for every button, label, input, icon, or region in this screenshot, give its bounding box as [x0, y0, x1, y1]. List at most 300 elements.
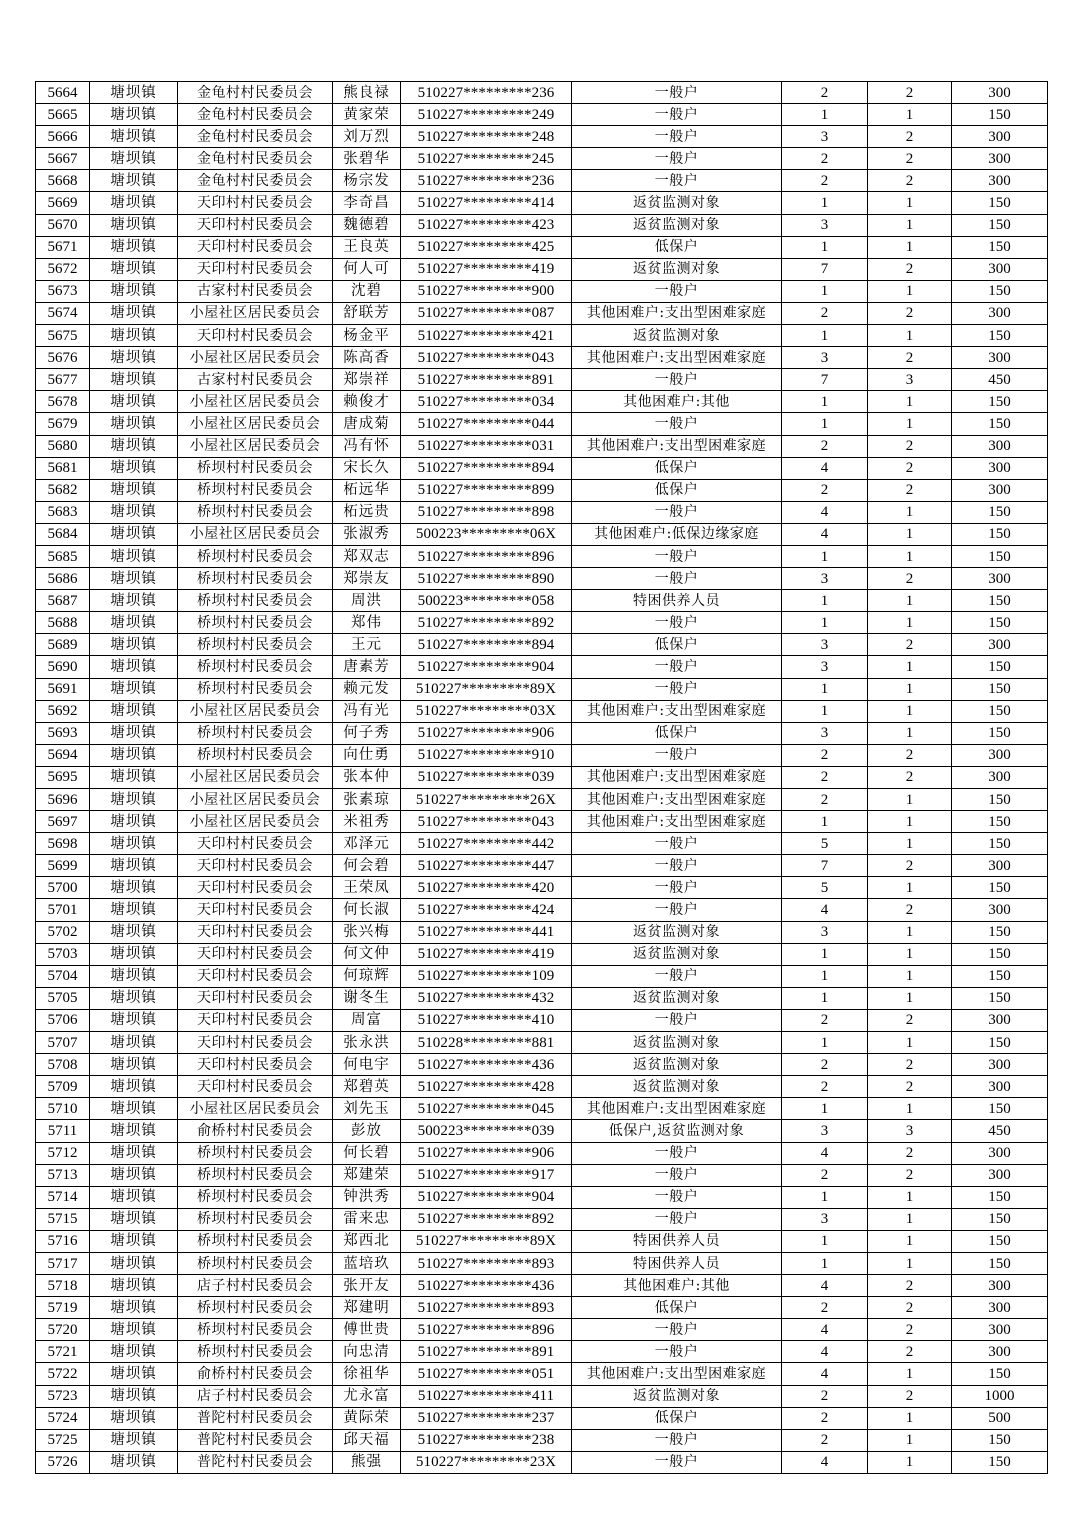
name-cell: 冯有怀: [333, 435, 401, 457]
amount-cell: 300: [952, 302, 1048, 324]
amount-cell: 300: [952, 1341, 1048, 1363]
town-cell: 塘坝镇: [90, 1076, 178, 1098]
row-number-cell: 5714: [36, 1186, 90, 1208]
id-card-cell: 510227*********236: [401, 170, 572, 192]
recipient-count-cell: 2: [868, 1275, 952, 1297]
town-cell: 塘坝镇: [90, 545, 178, 567]
table-row: [36, 1208, 1048, 1230]
amount-cell: 150: [952, 413, 1048, 435]
household-type-cell: 一般户: [572, 413, 782, 435]
id-card-cell: 510227*********904: [401, 656, 572, 678]
recipient-count-cell: 1: [868, 678, 952, 700]
family-size-cell: 2: [782, 744, 868, 766]
household-type-cell: 一般户: [572, 744, 782, 766]
town-cell: 塘坝镇: [90, 369, 178, 391]
recipient-count-cell: 1: [868, 811, 952, 833]
id-card-cell: 510227*********898: [401, 501, 572, 523]
row-number-cell: 5693: [36, 722, 90, 744]
amount-cell: 150: [952, 1186, 1048, 1208]
id-card-cell: 510227*********420: [401, 877, 572, 899]
row-number-cell: 5713: [36, 1164, 90, 1186]
amount-cell: 150: [952, 1208, 1048, 1230]
committee-cell: 桥坝村村民委员会: [178, 744, 333, 766]
recipient-count-cell: 1: [868, 523, 952, 545]
name-cell: 彭放: [333, 1120, 401, 1142]
row-number-cell: 5675: [36, 325, 90, 347]
recipient-count-cell: 1: [868, 1451, 952, 1473]
household-type-cell: 低保户: [572, 236, 782, 258]
family-size-cell: 4: [782, 899, 868, 921]
recipient-count-cell: 1: [868, 722, 952, 744]
table-row: [36, 369, 1048, 391]
family-size-cell: 2: [782, 435, 868, 457]
town-cell: 塘坝镇: [90, 170, 178, 192]
town-cell: 塘坝镇: [90, 302, 178, 324]
committee-cell: 桥坝村村民委员会: [178, 1297, 333, 1319]
recipient-count-cell: 2: [868, 479, 952, 501]
table-row: [36, 1252, 1048, 1274]
committee-cell: 桥坝村村民委员会: [178, 1319, 333, 1341]
name-cell: 舒联芳: [333, 302, 401, 324]
town-cell: 塘坝镇: [90, 877, 178, 899]
row-number-cell: 5709: [36, 1076, 90, 1098]
name-cell: 张开友: [333, 1275, 401, 1297]
household-type-cell: 返贫监测对象: [572, 214, 782, 236]
committee-cell: 小屋社区居民委员会: [178, 413, 333, 435]
amount-cell: 150: [952, 1098, 1048, 1120]
id-card-cell: 510227*********249: [401, 104, 572, 126]
id-card-cell: 510227*********896: [401, 1319, 572, 1341]
household-type-cell: 一般户: [572, 1451, 782, 1473]
row-number-cell: 5696: [36, 789, 90, 811]
table-row: [36, 325, 1048, 347]
table-row: [36, 700, 1048, 722]
amount-cell: 300: [952, 1142, 1048, 1164]
amount-cell: 450: [952, 369, 1048, 391]
committee-cell: 天印村村民委员会: [178, 899, 333, 921]
id-card-cell: 510227*********892: [401, 612, 572, 634]
household-type-cell: 其他困难户:支出型困难家庭: [572, 435, 782, 457]
id-card-cell: 510227*********045: [401, 1098, 572, 1120]
committee-cell: 桥坝村村民委员会: [178, 457, 333, 479]
household-type-cell: 一般户: [572, 170, 782, 192]
recipient-count-cell: 2: [868, 258, 952, 280]
amount-cell: 150: [952, 391, 1048, 413]
row-number-cell: 5679: [36, 413, 90, 435]
family-size-cell: 1: [782, 325, 868, 347]
town-cell: 塘坝镇: [90, 214, 178, 236]
town-cell: 塘坝镇: [90, 921, 178, 943]
recipient-count-cell: 2: [868, 1076, 952, 1098]
name-cell: 周洪: [333, 590, 401, 612]
table-row: [36, 1120, 1048, 1142]
committee-cell: 小屋社区居民委员会: [178, 523, 333, 545]
family-size-cell: 1: [782, 612, 868, 634]
table-row: [36, 1275, 1048, 1297]
row-number-cell: 5724: [36, 1407, 90, 1429]
town-cell: 塘坝镇: [90, 82, 178, 104]
committee-cell: 小屋社区居民委员会: [178, 347, 333, 369]
town-cell: 塘坝镇: [90, 1275, 178, 1297]
household-type-cell: 特困供养人员: [572, 590, 782, 612]
row-number-cell: 5669: [36, 192, 90, 214]
row-number-cell: 5687: [36, 590, 90, 612]
recipient-count-cell: 2: [868, 1009, 952, 1031]
recipient-count-cell: 1: [868, 987, 952, 1009]
amount-cell: 150: [952, 236, 1048, 258]
id-card-cell: 510227*********89X: [401, 1230, 572, 1252]
household-type-cell: 其他困难户:支出型困难家庭: [572, 1098, 782, 1120]
row-number-cell: 5717: [36, 1252, 90, 1274]
id-card-cell: 510227*********03X: [401, 700, 572, 722]
family-size-cell: 1: [782, 700, 868, 722]
table-row: [36, 899, 1048, 921]
id-card-cell: 510227*********894: [401, 634, 572, 656]
id-card-cell: 510227*********890: [401, 568, 572, 590]
row-number-cell: 5726: [36, 1451, 90, 1473]
town-cell: 塘坝镇: [90, 148, 178, 170]
recipient-count-cell: 1: [868, 1407, 952, 1429]
id-card-cell: 510227*********109: [401, 965, 572, 987]
name-cell: 尤永富: [333, 1385, 401, 1407]
row-number-cell: 5677: [36, 369, 90, 391]
row-number-cell: 5695: [36, 766, 90, 788]
table-row: [36, 347, 1048, 369]
town-cell: 塘坝镇: [90, 391, 178, 413]
family-size-cell: 1: [782, 965, 868, 987]
table-row: [36, 104, 1048, 126]
family-size-cell: 3: [782, 656, 868, 678]
committee-cell: 普陀村村民委员会: [178, 1451, 333, 1473]
family-size-cell: 2: [782, 148, 868, 170]
table-row: [36, 722, 1048, 744]
id-card-cell: 510227*********248: [401, 126, 572, 148]
table-row: [36, 1142, 1048, 1164]
family-size-cell: 2: [782, 1054, 868, 1076]
committee-cell: 金龟村村民委员会: [178, 104, 333, 126]
family-size-cell: 1: [782, 192, 868, 214]
town-cell: 塘坝镇: [90, 965, 178, 987]
row-number-cell: 5689: [36, 634, 90, 656]
town-cell: 塘坝镇: [90, 1319, 178, 1341]
recipient-count-cell: 1: [868, 700, 952, 722]
name-cell: 魏德碧: [333, 214, 401, 236]
id-card-cell: 510227*********910: [401, 744, 572, 766]
name-cell: 宋长久: [333, 457, 401, 479]
name-cell: 郑建荣: [333, 1164, 401, 1186]
amount-cell: 1000: [952, 1385, 1048, 1407]
household-type-cell: 低保户: [572, 634, 782, 656]
row-number-cell: 5685: [36, 545, 90, 567]
family-size-cell: 4: [782, 1341, 868, 1363]
name-cell: 邱天福: [333, 1429, 401, 1451]
table-row: [36, 391, 1048, 413]
recipient-count-cell: 1: [868, 1363, 952, 1385]
committee-cell: 桥坝村村民委员会: [178, 656, 333, 678]
table-body: [36, 82, 1048, 1474]
family-size-cell: 4: [782, 1363, 868, 1385]
amount-cell: 150: [952, 921, 1048, 943]
table-row: [36, 1076, 1048, 1098]
id-card-cell: 510227*********441: [401, 921, 572, 943]
row-number-cell: 5672: [36, 258, 90, 280]
table-row: [36, 148, 1048, 170]
id-card-cell: 510227*********891: [401, 1341, 572, 1363]
town-cell: 塘坝镇: [90, 1385, 178, 1407]
household-type-cell: 一般户: [572, 104, 782, 126]
amount-cell: 450: [952, 1120, 1048, 1142]
name-cell: 郑碧英: [333, 1076, 401, 1098]
committee-cell: 天印村村民委员会: [178, 192, 333, 214]
row-number-cell: 5708: [36, 1054, 90, 1076]
recipient-count-cell: 1: [868, 1032, 952, 1054]
household-type-cell: 其他困难户:支出型困难家庭: [572, 302, 782, 324]
recipient-count-cell: 2: [868, 1054, 952, 1076]
household-type-cell: 一般户: [572, 656, 782, 678]
family-size-cell: 2: [782, 479, 868, 501]
recipient-count-cell: 1: [868, 280, 952, 302]
family-size-cell: 1: [782, 1252, 868, 1274]
row-number-cell: 5688: [36, 612, 90, 634]
row-number-cell: 5697: [36, 811, 90, 833]
committee-cell: 桥坝村村民委员会: [178, 501, 333, 523]
table-row: [36, 1098, 1048, 1120]
name-cell: 张本仲: [333, 766, 401, 788]
town-cell: 塘坝镇: [90, 1208, 178, 1230]
recipient-count-cell: 2: [868, 82, 952, 104]
name-cell: 傅世贵: [333, 1319, 401, 1341]
id-card-cell: 510227*********423: [401, 214, 572, 236]
recipient-count-cell: 2: [868, 1164, 952, 1186]
committee-cell: 桥坝村村民委员会: [178, 568, 333, 590]
family-size-cell: 7: [782, 855, 868, 877]
amount-cell: 150: [952, 545, 1048, 567]
recipient-count-cell: 2: [868, 744, 952, 766]
family-size-cell: 4: [782, 501, 868, 523]
household-type-cell: 其他困难户:支出型困难家庭: [572, 700, 782, 722]
committee-cell: 金龟村村民委员会: [178, 126, 333, 148]
table-row: [36, 280, 1048, 302]
family-size-cell: 5: [782, 833, 868, 855]
id-card-cell: 510227*********236: [401, 82, 572, 104]
town-cell: 塘坝镇: [90, 568, 178, 590]
town-cell: 塘坝镇: [90, 1252, 178, 1274]
recipient-count-cell: 2: [868, 568, 952, 590]
household-type-cell: 返贫监测对象: [572, 1054, 782, 1076]
household-type-cell: 一般户: [572, 280, 782, 302]
table-row: [36, 192, 1048, 214]
row-number-cell: 5723: [36, 1385, 90, 1407]
household-type-cell: 一般户: [572, 1429, 782, 1451]
household-type-cell: 一般户: [572, 1142, 782, 1164]
row-number-cell: 5666: [36, 126, 90, 148]
family-size-cell: 1: [782, 1032, 868, 1054]
committee-cell: 古家村村民委员会: [178, 280, 333, 302]
town-cell: 塘坝镇: [90, 943, 178, 965]
town-cell: 塘坝镇: [90, 634, 178, 656]
household-type-cell: 低保户: [572, 1407, 782, 1429]
name-cell: 柘远贵: [333, 501, 401, 523]
table-row: [36, 855, 1048, 877]
table-row: [36, 1363, 1048, 1385]
household-type-cell: 一般户: [572, 82, 782, 104]
family-size-cell: 1: [782, 104, 868, 126]
family-size-cell: 2: [782, 1164, 868, 1186]
amount-cell: 300: [952, 744, 1048, 766]
amount-cell: 300: [952, 347, 1048, 369]
recipient-count-cell: 1: [868, 1252, 952, 1274]
family-size-cell: 4: [782, 1319, 868, 1341]
amount-cell: 300: [952, 1009, 1048, 1031]
row-number-cell: 5725: [36, 1429, 90, 1451]
family-size-cell: 4: [782, 457, 868, 479]
town-cell: 塘坝镇: [90, 1407, 178, 1429]
amount-cell: 300: [952, 634, 1048, 656]
name-cell: 何长碧: [333, 1142, 401, 1164]
amount-cell: 300: [952, 1319, 1048, 1341]
amount-cell: 300: [952, 1076, 1048, 1098]
recipient-count-cell: 1: [868, 943, 952, 965]
town-cell: 塘坝镇: [90, 1297, 178, 1319]
recipient-count-cell: 1: [868, 1208, 952, 1230]
family-size-cell: 1: [782, 391, 868, 413]
row-number-cell: 5682: [36, 479, 90, 501]
recipient-count-cell: 2: [868, 855, 952, 877]
committee-cell: 天印村村民委员会: [178, 1076, 333, 1098]
row-number-cell: 5707: [36, 1032, 90, 1054]
row-number-cell: 5694: [36, 744, 90, 766]
committee-cell: 天印村村民委员会: [178, 877, 333, 899]
household-type-cell: 返贫监测对象: [572, 1076, 782, 1098]
household-type-cell: 其他困难户:支出型困难家庭: [572, 811, 782, 833]
household-type-cell: 返贫监测对象: [572, 1032, 782, 1054]
name-cell: 张素琼: [333, 789, 401, 811]
amount-cell: 150: [952, 1451, 1048, 1473]
town-cell: 塘坝镇: [90, 590, 178, 612]
household-type-cell: 其他困难户:支出型困难家庭: [572, 347, 782, 369]
family-size-cell: 1: [782, 1230, 868, 1252]
town-cell: 塘坝镇: [90, 766, 178, 788]
table-row: [36, 921, 1048, 943]
id-card-cell: 500223*********058: [401, 590, 572, 612]
family-size-cell: 2: [782, 766, 868, 788]
household-type-cell: 一般户: [572, 678, 782, 700]
amount-cell: 150: [952, 280, 1048, 302]
recipient-count-cell: 1: [868, 325, 952, 347]
name-cell: 郑伟: [333, 612, 401, 634]
name-cell: 冯有光: [333, 700, 401, 722]
row-number-cell: 5721: [36, 1341, 90, 1363]
recipient-count-cell: 1: [868, 921, 952, 943]
household-table: [35, 81, 1048, 1474]
town-cell: 塘坝镇: [90, 855, 178, 877]
name-cell: 赖元发: [333, 678, 401, 700]
table-row: [36, 1186, 1048, 1208]
name-cell: 刘先玉: [333, 1098, 401, 1120]
family-size-cell: 2: [782, 302, 868, 324]
name-cell: 何人可: [333, 258, 401, 280]
id-card-cell: 510227*********419: [401, 943, 572, 965]
id-card-cell: 500223*********06X: [401, 523, 572, 545]
amount-cell: 300: [952, 126, 1048, 148]
name-cell: 何会碧: [333, 855, 401, 877]
household-type-cell: 一般户: [572, 965, 782, 987]
name-cell: 熊强: [333, 1451, 401, 1473]
amount-cell: 150: [952, 678, 1048, 700]
household-type-cell: 其他困难户:支出型困难家庭: [572, 1363, 782, 1385]
committee-cell: 天印村村民委员会: [178, 855, 333, 877]
recipient-count-cell: 2: [868, 126, 952, 148]
id-card-cell: 510227*********237: [401, 1407, 572, 1429]
recipient-count-cell: 2: [868, 347, 952, 369]
family-size-cell: 1: [782, 1186, 868, 1208]
committee-cell: 天印村村民委员会: [178, 325, 333, 347]
committee-cell: 小屋社区居民委员会: [178, 789, 333, 811]
family-size-cell: 1: [782, 545, 868, 567]
amount-cell: 150: [952, 1252, 1048, 1274]
household-type-cell: 其他困难户:支出型困难家庭: [572, 789, 782, 811]
table-row: [36, 1319, 1048, 1341]
family-size-cell: 3: [782, 634, 868, 656]
row-number-cell: 5671: [36, 236, 90, 258]
name-cell: 何琼辉: [333, 965, 401, 987]
family-size-cell: 1: [782, 590, 868, 612]
committee-cell: 桥坝村村民委员会: [178, 479, 333, 501]
household-type-cell: 一般户: [572, 148, 782, 170]
name-cell: 郑崇友: [333, 568, 401, 590]
recipient-count-cell: 1: [868, 192, 952, 214]
town-cell: 塘坝镇: [90, 811, 178, 833]
family-size-cell: 3: [782, 568, 868, 590]
table-row: [36, 302, 1048, 324]
row-number-cell: 5670: [36, 214, 90, 236]
town-cell: 塘坝镇: [90, 435, 178, 457]
row-number-cell: 5686: [36, 568, 90, 590]
recipient-count-cell: 2: [868, 302, 952, 324]
table-row: [36, 678, 1048, 700]
row-number-cell: 5668: [36, 170, 90, 192]
committee-cell: 天印村村民委员会: [178, 833, 333, 855]
recipient-count-cell: 1: [868, 833, 952, 855]
family-size-cell: 2: [782, 170, 868, 192]
table-row: [36, 1230, 1048, 1252]
town-cell: 塘坝镇: [90, 236, 178, 258]
committee-cell: 俞桥村村民委员会: [178, 1363, 333, 1385]
id-card-cell: 510227*********447: [401, 855, 572, 877]
name-cell: 柘远华: [333, 479, 401, 501]
row-number-cell: 5691: [36, 678, 90, 700]
id-card-cell: 510227*********044: [401, 413, 572, 435]
town-cell: 塘坝镇: [90, 347, 178, 369]
committee-cell: 店子村村民委员会: [178, 1275, 333, 1297]
town-cell: 塘坝镇: [90, 325, 178, 347]
recipient-count-cell: 2: [868, 1341, 952, 1363]
name-cell: 李奇昌: [333, 192, 401, 214]
name-cell: 雷来忠: [333, 1208, 401, 1230]
name-cell: 沈碧: [333, 280, 401, 302]
household-type-cell: 返贫监测对象: [572, 943, 782, 965]
household-type-cell: 返贫监测对象: [572, 921, 782, 943]
table-row: [36, 1407, 1048, 1429]
name-cell: 郑双志: [333, 545, 401, 567]
amount-cell: 150: [952, 1032, 1048, 1054]
town-cell: 塘坝镇: [90, 1142, 178, 1164]
amount-cell: 150: [952, 656, 1048, 678]
recipient-count-cell: 1: [868, 236, 952, 258]
row-number-cell: 5716: [36, 1230, 90, 1252]
amount-cell: 150: [952, 612, 1048, 634]
amount-cell: 150: [952, 965, 1048, 987]
